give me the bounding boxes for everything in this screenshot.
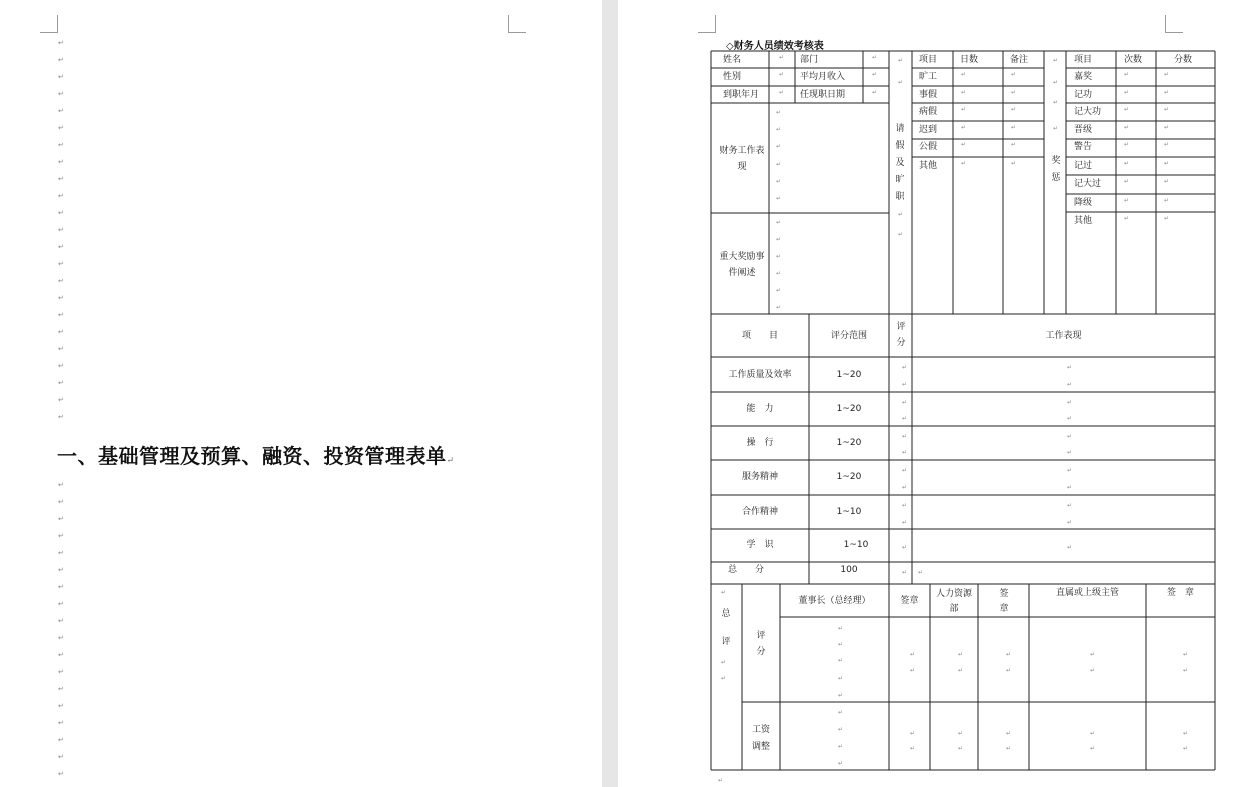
- cell-end-mark: ↵: [902, 415, 908, 422]
- paragraph-mark: ↵: [58, 209, 64, 217]
- cell-end-mark: ↵: [961, 141, 967, 148]
- cell-end-mark: ↵: [1164, 141, 1170, 148]
- paragraph-mark: ↵: [58, 73, 64, 81]
- cell-end-mark: ↵: [721, 659, 727, 666]
- cell-end-mark: ↵: [779, 71, 785, 78]
- cell-end-mark: ↵: [1124, 124, 1130, 131]
- cell-end-mark: ↵: [1164, 215, 1170, 222]
- cell-end-mark: ↵: [902, 502, 908, 509]
- score-row-item: 能 力: [746, 404, 774, 414]
- paragraph-mark: ↵: [58, 277, 64, 285]
- paragraph-mark: ↵: [58, 566, 64, 574]
- paragraph-mark: ↵: [58, 702, 64, 710]
- cell-end-mark: ↵: [1053, 125, 1059, 132]
- cell-end-mark: ↵: [1006, 651, 1012, 658]
- cell-end-mark: ↵: [902, 569, 908, 576]
- leave-item: 公假: [919, 142, 938, 152]
- label-salary-adjustment: 工资调整: [751, 725, 770, 752]
- cell-end-mark: ↵: [958, 745, 964, 752]
- cell-end-mark: ↵: [1164, 197, 1170, 204]
- cell-end-mark: ↵: [961, 160, 967, 167]
- reward-header-score: 分数: [1174, 55, 1193, 65]
- paragraph-mark: ↵: [58, 345, 64, 353]
- cell-end-mark: ↵: [1164, 178, 1170, 185]
- cell-end-mark: ↵: [902, 467, 908, 474]
- cell-end-mark: ↵: [910, 730, 916, 737]
- cell-end-mark: ↵: [918, 569, 924, 576]
- paragraph-mark: ↵: [58, 141, 64, 149]
- cell-end-mark: ↵: [838, 657, 844, 664]
- cell-end-mark: ↵: [1124, 215, 1130, 222]
- label-gender: 性别: [723, 72, 742, 82]
- cell-end-mark: ↵: [776, 304, 782, 311]
- score-row-range: 1~20: [836, 438, 862, 448]
- cell-end-mark: ↵: [1011, 89, 1017, 96]
- cell-end-mark: ↵: [776, 195, 782, 202]
- cell-end-mark: ↵: [1067, 399, 1073, 406]
- cell-end-mark: ↵: [1053, 79, 1059, 86]
- reward-item: 晋级: [1074, 125, 1093, 135]
- reward-item: 警告: [1074, 142, 1093, 152]
- cell-end-mark: ↵: [1006, 745, 1012, 752]
- paragraph-mark: ↵: [58, 243, 64, 251]
- paragraph-return-mark: ↵: [446, 456, 455, 466]
- score-row-range: 1~20: [836, 404, 862, 414]
- leave-header-remarks: 备注: [1010, 55, 1029, 65]
- crop-mark-top-left: [40, 15, 58, 33]
- cell-end-mark: ↵: [779, 89, 785, 96]
- score-row-range: 1~20: [836, 472, 862, 482]
- cell-end-mark: ↵: [1011, 71, 1017, 78]
- cell-end-mark: ↵: [958, 651, 964, 658]
- paragraph-mark: ↵: [58, 549, 64, 557]
- paragraph-mark: ↵: [58, 328, 64, 336]
- cell-end-mark: ↵: [721, 589, 727, 596]
- paragraph-mark: ↵: [58, 634, 64, 642]
- cell-end-mark: ↵: [1067, 519, 1073, 526]
- cell-end-mark: ↵: [902, 449, 908, 456]
- cell-end-mark: ↵: [1164, 106, 1170, 113]
- cell-end-mark: ↵: [961, 124, 967, 131]
- paragraph-mark: ↵: [58, 685, 64, 693]
- right-page: [618, 0, 1241, 787]
- paragraph-mark: ↵: [58, 719, 64, 727]
- reward-item: 嘉奖: [1074, 72, 1093, 82]
- cell-end-mark: ↵: [902, 381, 908, 388]
- cell-end-mark: ↵: [910, 667, 916, 674]
- cell-end-mark: ↵: [1124, 197, 1130, 204]
- cell-end-mark: ↵: [1090, 730, 1096, 737]
- paragraph-mark: ↵: [58, 379, 64, 387]
- paragraph-mark: ↵: [58, 532, 64, 540]
- paragraph-mark: ↵: [58, 617, 64, 625]
- cell-end-mark: ↵: [872, 89, 878, 96]
- paragraph-mark: ↵: [58, 770, 64, 778]
- cell-end-mark: ↵: [1067, 364, 1073, 371]
- cell-end-mark: ↵: [838, 726, 844, 733]
- score-header-performance: 工作表现: [1045, 331, 1082, 341]
- cell-end-mark: ↵: [721, 675, 727, 682]
- cell-end-mark: ↵: [902, 364, 908, 371]
- reward-item: 记功: [1074, 90, 1093, 100]
- cell-end-mark: ↵: [838, 692, 844, 699]
- cell-end-mark: ↵: [910, 651, 916, 658]
- header-signature: 签章: [999, 589, 1009, 614]
- header-chairman: 董事长（总经理）: [798, 596, 871, 606]
- cell-end-mark: ↵: [1090, 667, 1096, 674]
- score-row-item: 操 行: [746, 438, 774, 448]
- cell-end-mark: ↵: [910, 745, 916, 752]
- label-rating: 评分: [756, 631, 766, 657]
- reward-item: 其他: [1074, 216, 1093, 226]
- paragraph-mark: ↵: [58, 515, 64, 523]
- header-hr-department: 人力资源部: [935, 589, 972, 614]
- cell-end-mark: ↵: [872, 71, 878, 78]
- section-heading: [57, 440, 455, 469]
- cell-end-mark: ↵: [902, 544, 908, 551]
- cell-end-mark: ↵: [961, 106, 967, 113]
- score-row-range: 1~20: [836, 370, 862, 380]
- page-gap: [602, 0, 618, 787]
- leave-item: 其他: [919, 161, 938, 171]
- score-row-item: 学 识: [746, 540, 774, 550]
- paragraph-mark: ↵: [58, 90, 64, 98]
- cell-end-mark: ↵: [838, 743, 844, 750]
- paragraph-mark: ↵: [58, 56, 64, 64]
- header-signature: 签 章: [1166, 588, 1194, 598]
- cell-end-mark: ↵: [1124, 89, 1130, 96]
- cell-end-mark: ↵: [1164, 71, 1170, 78]
- cell-end-mark: ↵: [961, 89, 967, 96]
- paragraph-mark: ↵: [58, 294, 64, 302]
- cell-end-mark: ↵: [776, 178, 782, 185]
- paragraph-mark: ↵: [58, 481, 64, 489]
- leave-header-item: 项目: [919, 55, 938, 65]
- cell-end-mark: ↵: [779, 54, 785, 61]
- cell-end-mark: ↵: [1053, 57, 1059, 64]
- label-join-date: 到职年月: [723, 90, 760, 100]
- leave-item: 旷工: [919, 72, 938, 82]
- reward-item: 记过: [1074, 161, 1093, 171]
- left-page: [0, 0, 602, 787]
- paragraph-mark: ↵: [58, 175, 64, 183]
- label-overall-evaluation: 总评: [721, 609, 731, 647]
- label-major-reward-events: 重大奖励事件阐述: [719, 252, 765, 278]
- crop-mark-top-right: [508, 15, 526, 33]
- cell-end-mark: ↵: [1067, 544, 1073, 551]
- score-row-item: 合作精神: [741, 507, 778, 517]
- paragraph-mark: ↵: [58, 668, 64, 676]
- cell-end-mark: ↵: [1011, 106, 1017, 113]
- cell-end-mark: ↵: [1183, 730, 1189, 737]
- cell-end-mark: ↵: [718, 777, 724, 784]
- cell-end-mark: ↵: [1067, 381, 1073, 388]
- cell-end-mark: ↵: [1006, 667, 1012, 674]
- cell-end-mark: ↵: [902, 484, 908, 491]
- header-direct-supervisor: 直属或上级主管: [1055, 588, 1119, 598]
- cell-end-mark: ↵: [872, 54, 878, 61]
- cell-end-mark: ↵: [776, 109, 782, 116]
- cell-end-mark: ↵: [898, 211, 904, 218]
- cell-end-mark: ↵: [1124, 71, 1130, 78]
- reward-header-count: 次数: [1124, 55, 1143, 65]
- cell-end-mark: ↵: [1090, 745, 1096, 752]
- paragraph-mark: ↵: [58, 498, 64, 506]
- score-row-range: 1~10: [836, 507, 862, 517]
- cell-end-mark: ↵: [902, 399, 908, 406]
- header-signature: 签章: [900, 596, 919, 606]
- leave-item: 病假: [919, 107, 938, 117]
- reward-header-item: 项目: [1074, 55, 1093, 65]
- score-row-range: 1~10: [843, 540, 869, 550]
- cell-end-mark: ↵: [776, 253, 782, 260]
- cell-end-mark: ↵: [898, 231, 904, 238]
- paragraph-mark: ↵: [58, 107, 64, 115]
- cell-end-mark: ↵: [776, 219, 782, 226]
- cell-end-mark: ↵: [776, 287, 782, 294]
- label-work-performance: 财务工作表现: [719, 146, 765, 172]
- paragraph-mark: ↵: [58, 192, 64, 200]
- reward-item: 记大过: [1074, 179, 1102, 189]
- cell-end-mark: ↵: [838, 760, 844, 767]
- cell-end-mark: ↵: [838, 641, 844, 648]
- paragraph-mark: ↵: [58, 311, 64, 319]
- cell-end-mark: ↵: [958, 667, 964, 674]
- cell-end-mark: ↵: [1011, 124, 1017, 131]
- cell-end-mark: ↵: [1124, 106, 1130, 113]
- reward-item: 降级: [1074, 198, 1093, 208]
- cell-end-mark: ↵: [1067, 433, 1073, 440]
- cell-end-mark: ↵: [776, 270, 782, 277]
- cell-end-mark: ↵: [1067, 484, 1073, 491]
- cell-end-mark: ↵: [1124, 141, 1130, 148]
- cell-end-mark: ↵: [838, 709, 844, 716]
- score-header-range: 评分范围: [830, 331, 867, 341]
- paragraph-mark: ↵: [58, 413, 64, 421]
- leave-item: 迟到: [919, 125, 938, 135]
- paragraph-mark: ↵: [58, 362, 64, 370]
- label-avg-income: 平均月收入: [800, 72, 846, 82]
- cell-end-mark: ↵: [838, 625, 844, 632]
- paragraph-mark: ↵: [58, 736, 64, 744]
- cell-end-mark: ↵: [1067, 502, 1073, 509]
- cell-end-mark: ↵: [1183, 745, 1189, 752]
- cell-end-mark: ↵: [1164, 89, 1170, 96]
- cell-end-mark: ↵: [902, 519, 908, 526]
- paragraph-mark: ↵: [58, 651, 64, 659]
- total-score-value: 100: [840, 565, 858, 575]
- form-grid-lines: [618, 0, 1241, 787]
- reward-item: 记大功: [1074, 107, 1102, 117]
- cell-end-mark: ↵: [958, 730, 964, 737]
- paragraph-mark: ↵: [58, 39, 64, 47]
- cell-end-mark: ↵: [776, 126, 782, 133]
- cell-end-mark: ↵: [1053, 99, 1059, 106]
- leave-item: 事假: [919, 90, 938, 100]
- form-title: ◇财务人员绩效考核表: [726, 41, 824, 52]
- cell-end-mark: ↵: [1124, 160, 1130, 167]
- cell-end-mark: ↵: [838, 675, 844, 682]
- paragraph-mark: ↵: [58, 396, 64, 404]
- cell-end-mark: ↵: [1011, 141, 1017, 148]
- cell-end-mark: ↵: [1011, 160, 1017, 167]
- paragraph-mark: ↵: [58, 226, 64, 234]
- cell-end-mark: ↵: [1183, 667, 1189, 674]
- paragraph-mark: ↵: [58, 753, 64, 761]
- cell-end-mark: ↵: [1067, 467, 1073, 474]
- paragraph-mark: ↵: [58, 583, 64, 591]
- cell-end-mark: ↵: [1067, 415, 1073, 422]
- cell-end-mark: ↵: [1164, 124, 1170, 131]
- cell-end-mark: ↵: [776, 143, 782, 150]
- cell-end-mark: ↵: [1090, 651, 1096, 658]
- score-row-item: 工作质量及效率: [728, 370, 792, 380]
- section-heading-text: 一、基础管理及预算、融资、投资管理表单: [57, 444, 447, 468]
- paragraph-mark: ↵: [58, 124, 64, 132]
- label-name: 姓名: [723, 55, 742, 65]
- label-current-post-date: 任现职日期: [800, 90, 846, 100]
- score-header-score: 评分: [896, 322, 906, 348]
- paragraph-mark: ↵: [58, 260, 64, 268]
- cell-end-mark: ↵: [1067, 449, 1073, 456]
- score-row-item: 服务精神: [741, 472, 778, 482]
- cell-end-mark: ↵: [776, 236, 782, 243]
- paragraph-mark: ↵: [58, 158, 64, 166]
- cell-end-mark: ↵: [1183, 651, 1189, 658]
- cell-end-mark: ↵: [1006, 730, 1012, 737]
- label-dept: 部门: [800, 55, 819, 65]
- paragraph-mark: ↵: [58, 600, 64, 608]
- cell-end-mark: ↵: [898, 57, 904, 64]
- cell-end-mark: ↵: [902, 433, 908, 440]
- score-header-item: 项 目: [741, 331, 778, 341]
- cell-end-mark: ↵: [1124, 178, 1130, 185]
- cell-end-mark: ↵: [898, 79, 904, 86]
- label-leave-and-absence: 请假及旷职: [895, 124, 905, 202]
- cell-end-mark: ↵: [1164, 160, 1170, 167]
- leave-header-days: 日数: [960, 55, 979, 65]
- cell-end-mark: ↵: [961, 71, 967, 78]
- total-score-label: 总 分: [727, 565, 764, 575]
- label-rewards-penalties: 奖惩: [1051, 156, 1061, 183]
- cell-end-mark: ↵: [776, 161, 782, 168]
